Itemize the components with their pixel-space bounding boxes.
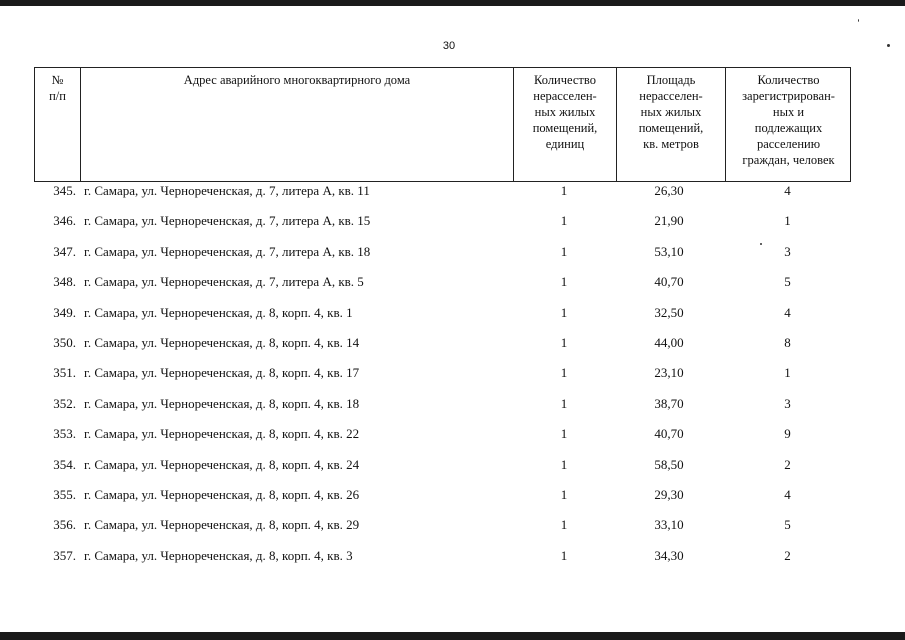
row-people: 9 [784,426,791,442]
row-count: 1 [560,365,568,381]
row-address: г. Самара, ул. Чернореченская, д. 8, корп. 4, кв. 14 [84,334,360,350]
table-row [34,305,851,335]
row-count: 1 [560,426,568,442]
table-header [34,67,851,182]
row-address: г. Самара, ул. Чернореченская, д. 7, литера А, кв. 5 [84,274,364,290]
row-count: 1 [560,456,568,472]
scan-speck [760,243,762,245]
row-people: 4 [784,183,791,198]
row-number: 350. [53,334,76,350]
row-address: г. Самара, ул. Чернореченская, д. 8, корп. 4, кв. 29 [84,517,360,533]
row-number: 345. [53,183,76,198]
row-address: г. Самара, ул. Чернореченская, д. 7, литера А, кв. 18 [84,243,371,259]
table-row [34,365,851,395]
scan-speck [887,44,890,47]
row-address: г. Самара, ул. Чернореченская, д. 8, корп. 4, кв. 26 [84,486,360,502]
row-area: 53,10 [654,243,684,259]
row-people: 2 [784,547,791,563]
row-area: 21,90 [654,213,684,229]
row-people: 8 [784,334,791,350]
header-area: Площадь нерасселен- ных жилых помещений, кв. метров [638,73,704,151]
row-people: 1 [784,213,791,229]
row-count: 1 [560,304,568,320]
row-people: 3 [784,395,791,411]
row-people: 3 [784,243,791,259]
row-number: 355. [53,486,76,502]
row-count: 1 [560,517,568,533]
scan-border-top [0,0,905,6]
table-row [34,274,851,304]
header-address: Адрес аварийного многоквартирного дома [183,73,411,87]
row-count: 1 [560,334,568,350]
table-row [34,517,851,547]
row-count: 1 [560,213,568,229]
row-number: 349. [53,304,76,320]
row-count: 1 [560,274,568,290]
row-address: г. Самара, ул. Чернореченская, д. 8, корп. 4, кв. 24 [84,456,360,472]
header-num: № п/п [49,73,66,103]
row-count: 1 [560,547,568,563]
table-row [34,396,851,426]
table-row [34,457,851,487]
scan-border-bottom [0,632,905,640]
row-address: г. Самара, ул. Чернореченская, д. 8, корп. 4, кв. 18 [84,395,360,411]
row-people: 4 [784,304,791,320]
row-area: 33,10 [654,517,684,533]
scan-speck [858,19,859,22]
table-row [34,487,851,517]
row-number: 357. [53,547,76,563]
table-row [34,335,851,365]
row-people: 1 [784,365,791,381]
row-people: 2 [784,456,791,472]
row-address: г. Самара, ул. Чернореченская, д. 8, корп. 4, кв. 3 [84,547,353,563]
table-row [34,183,851,213]
row-area: 29,30 [654,486,684,502]
table-row [34,548,851,578]
row-area: 40,70 [654,274,684,290]
row-people: 5 [784,517,791,533]
row-number: 354. [53,456,76,472]
page-number: 30 [442,40,456,52]
row-address: г. Самара, ул. Чернореченская, д. 7, литера А, кв. 11 [84,183,370,198]
row-count: 1 [560,243,568,259]
row-number: 351. [53,365,76,381]
row-area: 38,70 [654,395,684,411]
row-address: г. Самара, ул. Чернореченская, д. 8, корп. 4, кв. 1 [84,304,353,320]
header-people: Количество зарегистрирован- ных и подлежащих расселению граждан, человек [742,73,835,167]
row-people: 4 [784,486,791,502]
row-count: 1 [560,395,568,411]
row-number: 347. [53,243,76,259]
row-count: 1 [560,486,568,502]
row-number: 348. [53,274,76,290]
header-count: Количество нерасселен- ных жилых помещений, единиц [532,73,598,151]
row-address: г. Самара, ул. Чернореченская, д. 8, корп. 4, кв. 22 [84,426,360,442]
row-number: 353. [53,426,76,442]
table-row [34,426,851,456]
row-count: 1 [560,183,568,198]
row-area: 32,50 [654,304,684,320]
row-number: 356. [53,517,76,533]
row-area: 26,30 [654,183,684,198]
row-area: 44,00 [654,334,684,350]
row-area: 23,10 [654,365,684,381]
row-area: 40,70 [654,426,684,442]
row-people: 5 [784,274,791,290]
row-number: 352. [53,395,76,411]
row-address: г. Самара, ул. Чернореченская, д. 7, литера А, кв. 15 [84,213,371,229]
row-number: 346. [53,213,76,229]
table-row [34,244,851,274]
row-address: г. Самара, ул. Чернореченская, д. 8, корп. 4, кв. 17 [84,365,360,381]
row-area: 58,50 [654,456,684,472]
table-body [34,183,851,578]
table-row [34,213,851,243]
row-area: 34,30 [654,547,684,563]
